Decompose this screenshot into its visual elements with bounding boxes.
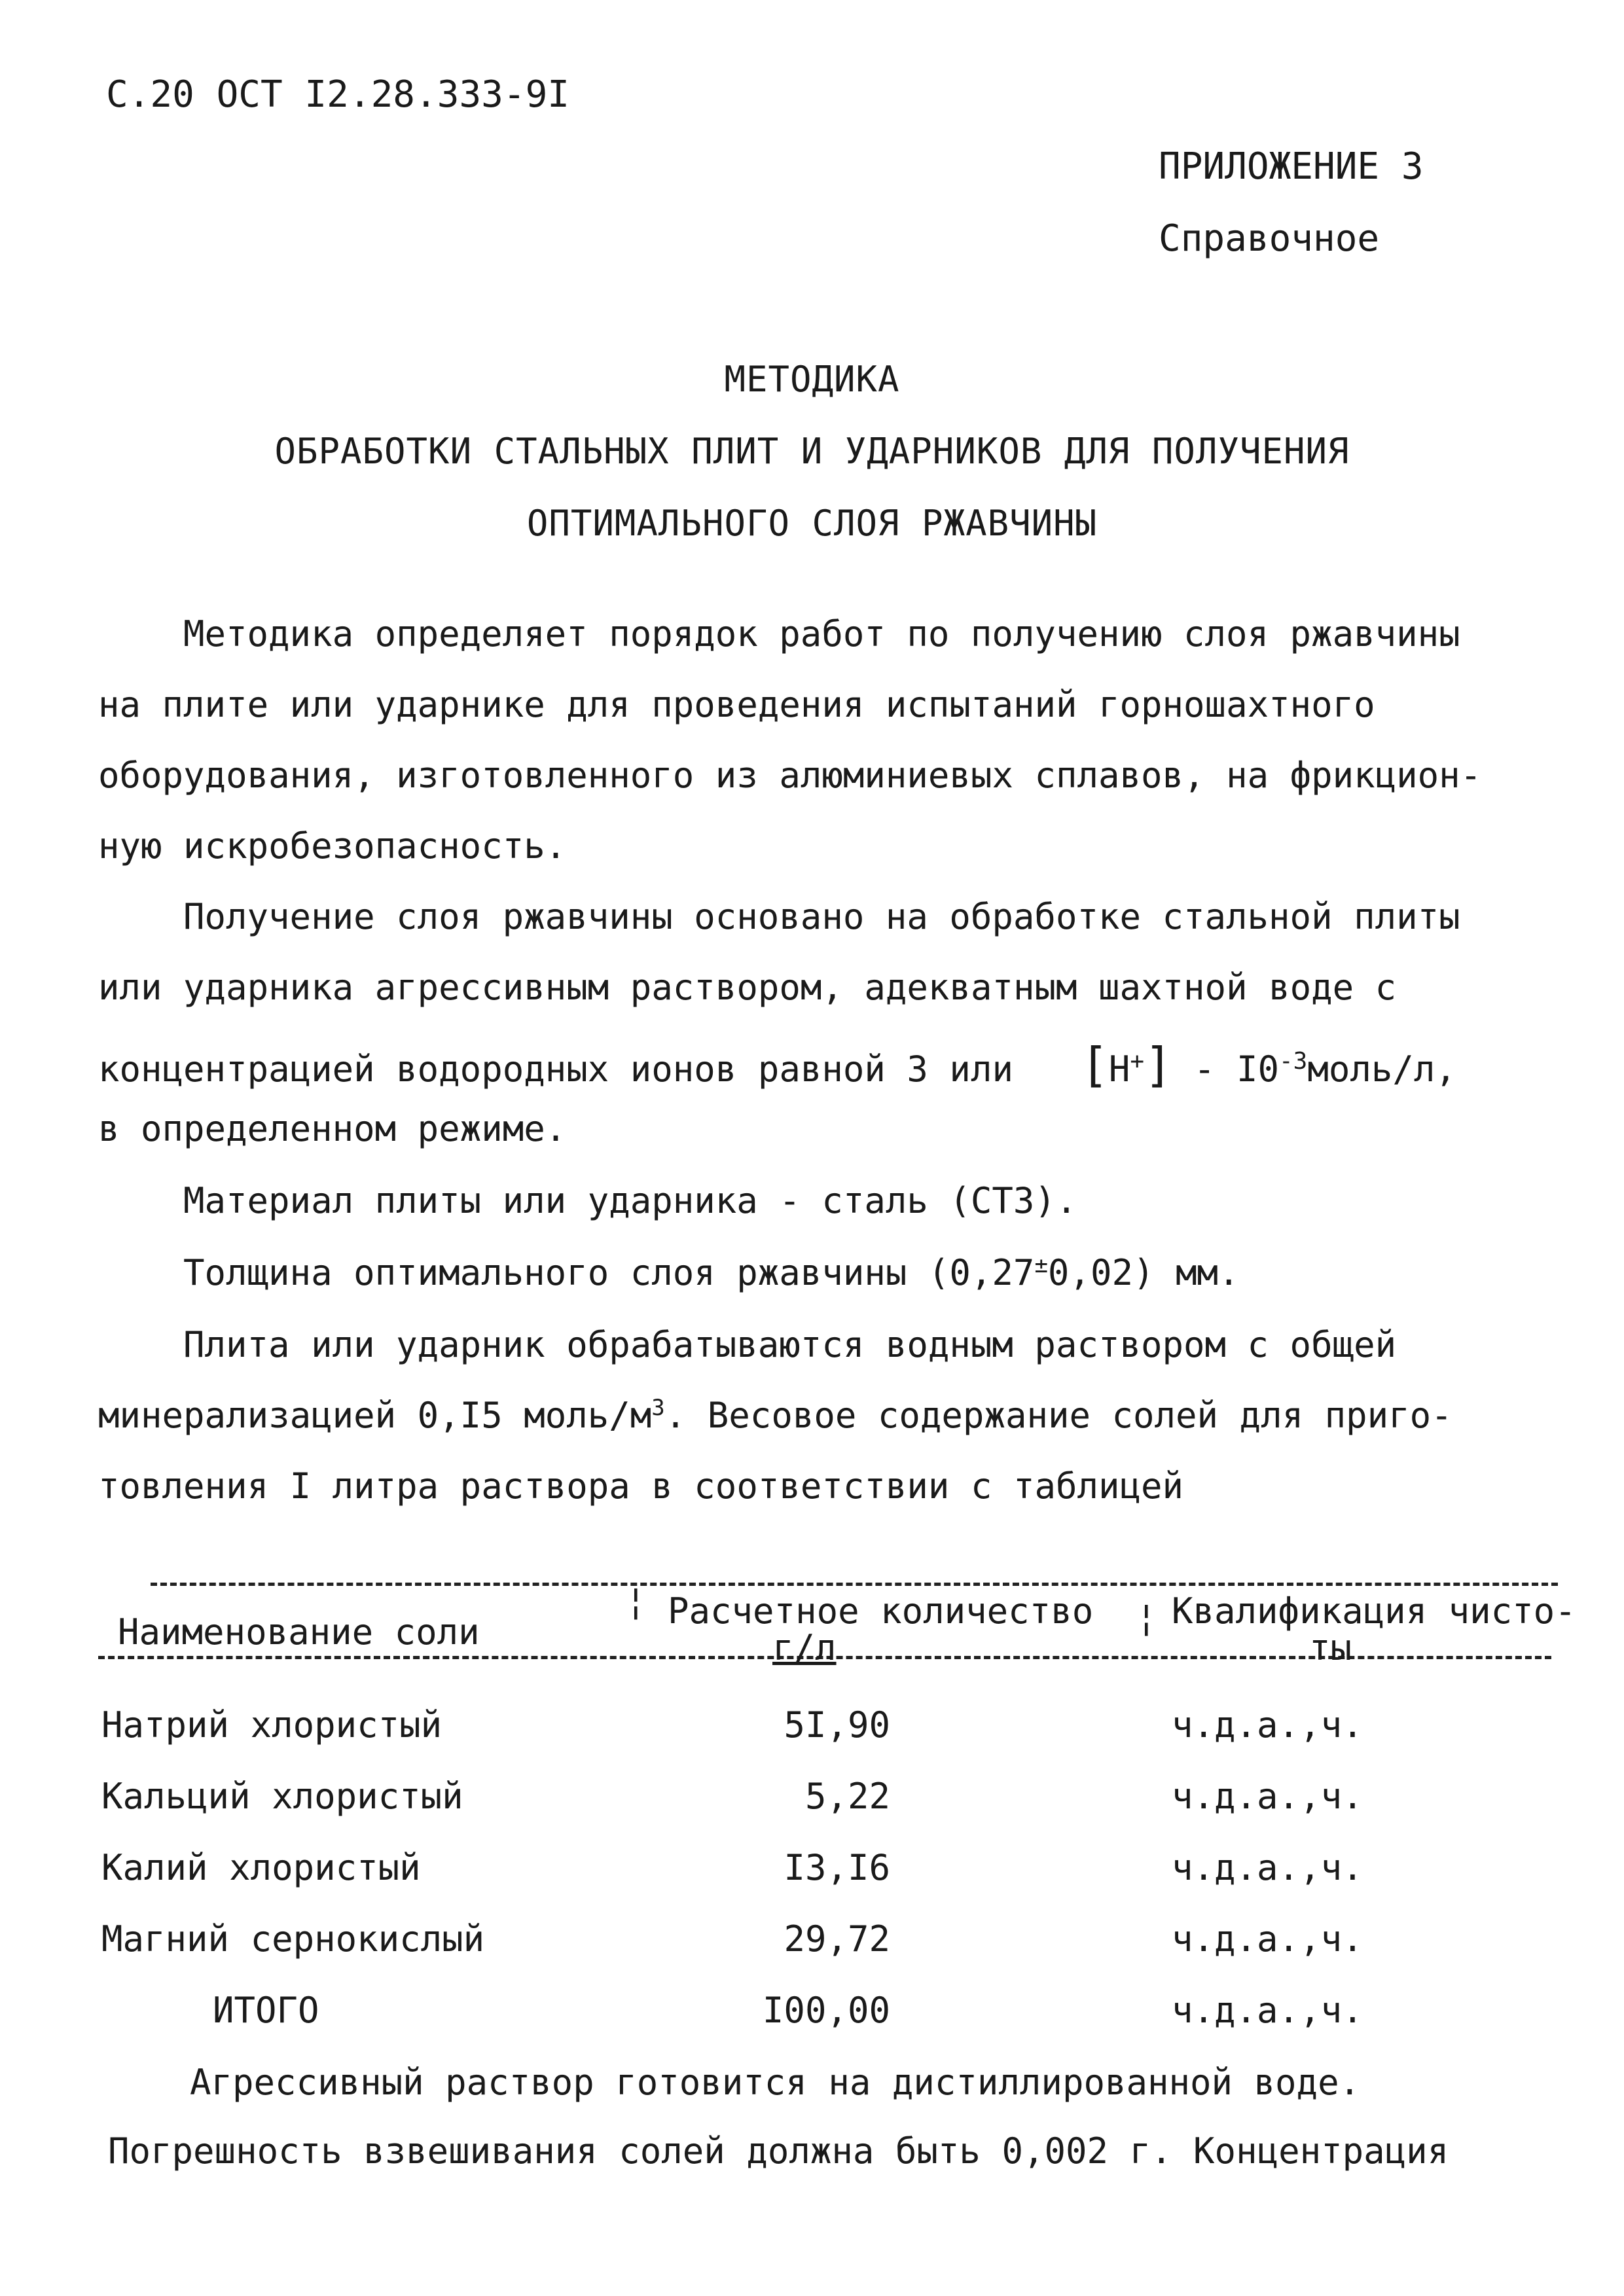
title-line-3: ОПТИМАЛЬНОГО СЛОЯ РЖАВЧИНЫ — [526, 503, 1098, 544]
paragraph-1-line-3: оборудования, изготовленного из алюминиевых сплавов, на фрикцион- — [98, 755, 1482, 796]
column-divider-1: ¦ — [625, 1581, 647, 1622]
footer-line-2: Погрешность взвешивания солей должна быть 0,002 г. Концентрация — [108, 2130, 1449, 2172]
table-row-name: Калий хлористый — [101, 1847, 421, 1888]
table-row-amount: I3,I6 — [784, 1847, 890, 1888]
table-row-total-amount: I00,00 — [762, 1990, 890, 2031]
table-row-name: Кальций хлористый — [101, 1776, 463, 1817]
footer-line-1: Агрессивный раствор готовится на дистиллированной воде. — [190, 2062, 1361, 2103]
header-purity: Квалификация чисто- — [1172, 1590, 1576, 1632]
paragraph-2-line-2: или ударника агрессивным раствором, адекватным шахтной воде с — [98, 967, 1397, 1008]
header-purity-cont: ты — [1309, 1627, 1352, 1668]
paragraph-1-line-2: на плите или ударнике для проведения испытаний горношахтного — [98, 684, 1375, 725]
hydrogen-ion-formula: $[H^+] - I0^{-3}моль/л$, — [1080, 1037, 1456, 1092]
table-row-name: Магний сернокислый — [101, 1918, 485, 1960]
paragraph-5-line-2: минерализацией 0,I5 моль/$м^3$. Весовое содержание солей для приго- — [98, 1395, 1453, 1436]
column-divider-2: ¦ — [1136, 1597, 1157, 1638]
table-row-grade: ч.д.а.,ч. — [1172, 1704, 1363, 1746]
appendix-label: ПРИЛОЖЕНИЕ 3 — [1159, 145, 1424, 188]
header-amount-unit: г/л — [772, 1627, 837, 1668]
paragraph-5-line-1: Плита или ударник обрабатываются водным раствором с общей — [183, 1324, 1397, 1365]
paragraph-2-line-4: в определенном режиме. — [98, 1108, 567, 1149]
paragraph-4: Толщина оптимального слоя ржавчины (0,27±0,02) мм. — [183, 1252, 1240, 1293]
table-row-amount: 5,22 — [804, 1776, 890, 1817]
header-amount: Расчетное количество — [668, 1590, 1094, 1632]
title-line-2: ОБРАБОТКИ СТАЛЬНЫХ ПЛИТ И УДАРНИКОВ ДЛЯ ПОЛУЧЕНИЯ — [274, 431, 1350, 472]
table-top-rule — [151, 1583, 1558, 1586]
paragraph-1-line-4: ную искробезопасность. — [98, 825, 567, 867]
table-row-total-grade: ч.д.а.,ч. — [1172, 1990, 1363, 2031]
table-row-grade: ч.д.а.,ч. — [1172, 1776, 1363, 1817]
table-row-name: Натрий хлористый — [101, 1704, 442, 1746]
paragraph-2-line-1: Получение слоя ржавчины основано на обработке стальной плиты — [183, 896, 1460, 937]
table-row-total-label: ИТОГО — [213, 1990, 319, 2031]
title-line-1: МЕТОДИКА — [724, 359, 900, 400]
table-row-grade: ч.д.а.,ч. — [1172, 1918, 1363, 1960]
paragraph-5-line-3: товления I литра раствора в соответствии с таблицей — [98, 1465, 1184, 1507]
concentration-text: концентрацией водородных ионов равной 3 или — [98, 1049, 1013, 1090]
paragraph-1-line-1: Методика определяет порядок работ по получению слоя ржавчины — [183, 613, 1460, 655]
table-row-amount: 5I,90 — [784, 1704, 890, 1746]
table-row-grade: ч.д.а.,ч. — [1172, 1847, 1363, 1888]
document-reference: С.20 ОСТ I2.28.333-9I — [106, 73, 570, 116]
header-salt-name: Наименование соли — [118, 1611, 480, 1653]
table-row-amount: 29,72 — [784, 1918, 890, 1960]
paragraph-2-line-3 — [98, 1037, 1456, 1092]
paragraph-3: Материал плиты или ударника - сталь (СТЗ). — [183, 1180, 1077, 1221]
appendix-type: Справочное — [1159, 217, 1380, 260]
